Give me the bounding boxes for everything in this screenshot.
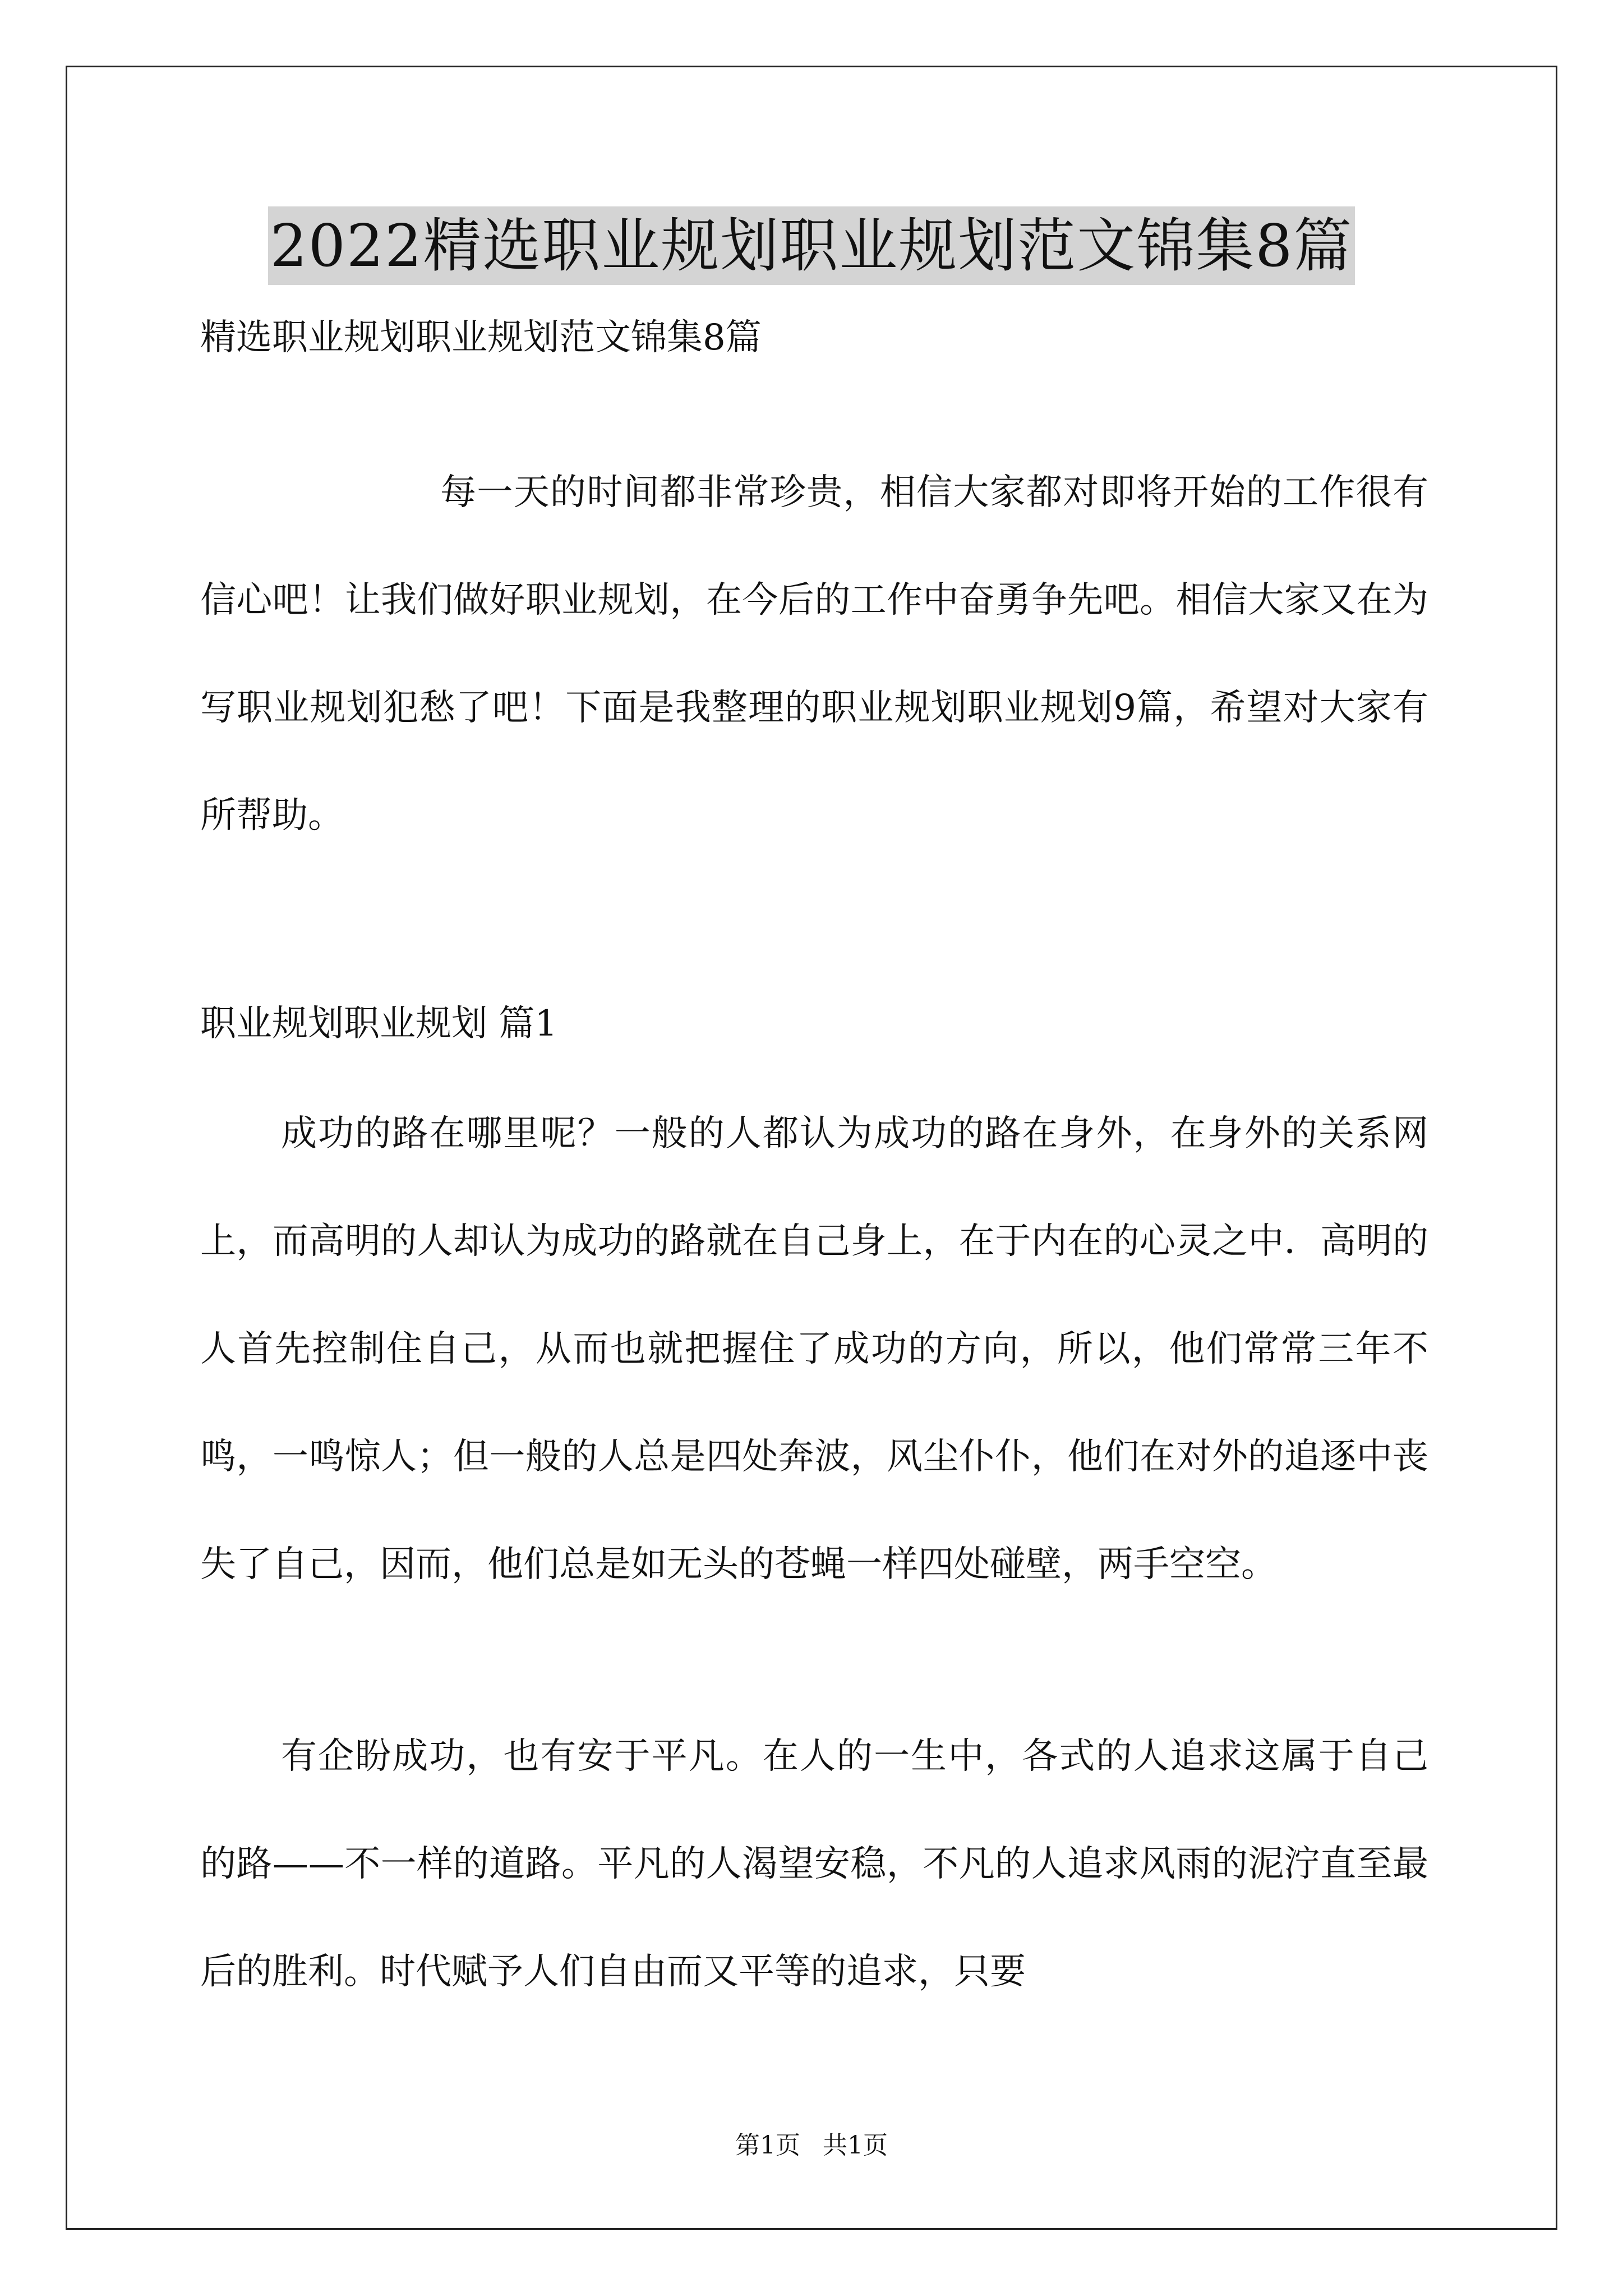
- body-paragraph-2: 有企盼成功，也有安于平凡。在人的一生中，各式的人追求这属于自己的路——不一样的道路。平凡的人渴望安稳，不凡的人追求风雨的泥泞直至最后的胜利。时代赋予人们自由而又平等的追求，只要: [200, 1736, 1428, 1993]
- document-title: [0, 206, 1623, 285]
- footer-page-current: 第1页: [735, 2131, 800, 2160]
- footer-page-total: 共1页: [823, 2131, 888, 2160]
- body-paragraph-1: 成功的路在哪里呢？一般的人都认为成功的路在身外，在身外的关系网上，而高明的人却认为成功的路就在自己身上，在于内在的心灵之中．高明的人首先控制住自己，从而也就把握住了成功的方向，所以，他们常常三年不鸣，一鸣惊人；但一般的人总是四处奔波，风尘仆仆，他们在对外的追逐中丧失了自己，因而，他们总是如无头的苍蝇一样四处碰壁，两手空空。: [200, 1113, 1428, 1585]
- intro-paragraph: 每一天的时间都非常珍贵，相信大家都对即将开始的工作很有信心吧！让我们做好职业规划，在今后的工作中奋勇争先吧。相信大家又在为写职业规划犯愁了吧！下面是我整理的职业规划职业规划9篇，希望对大家有所帮助。: [200, 472, 1428, 836]
- document-subtitle: 精选职业规划职业规划范文锦集8篇: [200, 317, 762, 358]
- page-footer: [0, 2130, 1623, 2161]
- section-heading: 职业规划职业规划 篇1: [200, 1003, 558, 1045]
- document-title-text: 2022精选职业规划职业规划范文锦集8篇: [268, 206, 1355, 285]
